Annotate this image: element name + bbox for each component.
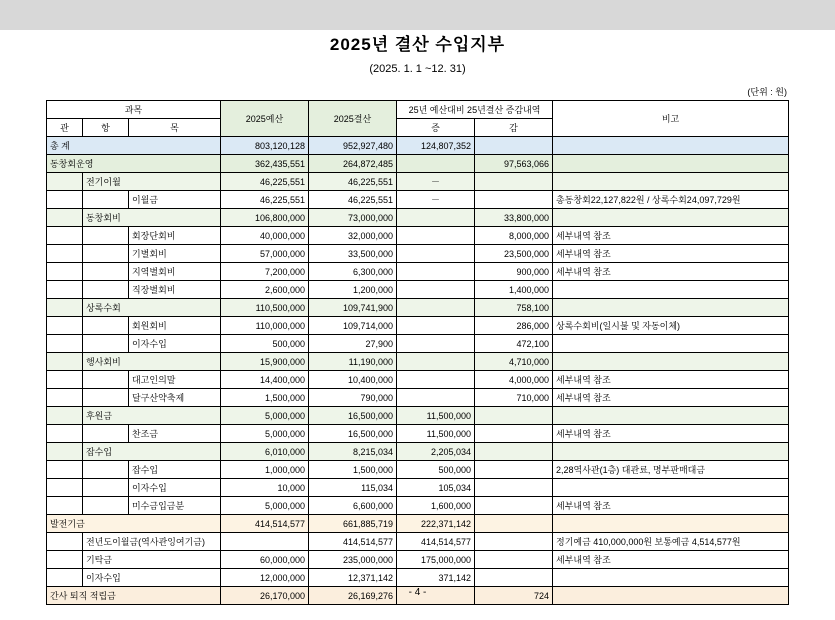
cell-settlement: 26,169,276 <box>309 587 397 605</box>
cell-note: 세부내역 참조 <box>553 551 789 569</box>
header-mok: 목 <box>128 119 220 137</box>
cell-settlement: 115,034 <box>309 479 397 497</box>
cell-dec <box>475 407 553 425</box>
cell-note <box>553 281 789 299</box>
cell-gwan <box>46 227 82 245</box>
cell-hang <box>82 317 128 335</box>
cell-note <box>553 299 789 317</box>
cell-budget: 110,000,000 <box>221 317 309 335</box>
cell-inc <box>397 353 475 371</box>
cell-inc <box>397 335 475 353</box>
cell-note: 세부내역 참조 <box>553 425 789 443</box>
cell-settlement: 16,500,000 <box>309 407 397 425</box>
cell-gwan <box>46 497 82 515</box>
cell-budget: 414,514,577 <box>221 515 309 533</box>
cell-inc: 414,514,577 <box>397 533 475 551</box>
cell-hang <box>82 245 128 263</box>
cell-hang: 상록수회 <box>82 299 220 317</box>
cell-settlement: 6,600,000 <box>309 497 397 515</box>
cell-hang <box>82 497 128 515</box>
table-row <box>46 407 788 425</box>
cell-gwan <box>46 263 82 281</box>
cell-note <box>553 173 789 191</box>
cell-dec <box>475 191 553 209</box>
cell-dec: 758,100 <box>475 299 553 317</box>
cell-inc: 2,205,034 <box>397 443 475 461</box>
cell-mok: 이자수입 <box>128 479 220 497</box>
table-row <box>46 281 788 299</box>
cell-settlement: 952,927,480 <box>309 137 397 155</box>
table-row <box>46 155 788 173</box>
cell-hang <box>82 371 128 389</box>
cell-dec <box>475 515 553 533</box>
cell-gwan <box>46 461 82 479</box>
table-row <box>46 551 788 569</box>
cell-budget: 15,900,000 <box>221 353 309 371</box>
cell-mok: 달구산약축제 <box>128 389 220 407</box>
cell-budget: 26,170,000 <box>221 587 309 605</box>
cell-note <box>553 515 789 533</box>
cell-inc: － <box>397 191 475 209</box>
cell-settlement: 414,514,577 <box>309 533 397 551</box>
table-row <box>46 227 788 245</box>
header-subject-group: 과목 <box>46 101 220 119</box>
cell-dec <box>475 479 553 497</box>
cell-gwan: 총 계 <box>46 137 220 155</box>
cell-inc: 105,034 <box>397 479 475 497</box>
cell-hang: 행사회비 <box>82 353 220 371</box>
cell-hang <box>82 461 128 479</box>
cell-note <box>553 479 789 497</box>
cell-mok: 기별회비 <box>128 245 220 263</box>
cell-inc: 11,500,000 <box>397 425 475 443</box>
cell-budget: 10,000 <box>221 479 309 497</box>
cell-note <box>553 353 789 371</box>
cell-budget: 57,000,000 <box>221 245 309 263</box>
cell-mok: 대고인의말 <box>128 371 220 389</box>
cell-dec <box>475 551 553 569</box>
cell-note: 세부내역 참조 <box>553 497 789 515</box>
cell-note: 2,28역사관(1층) 대관료, 명부판매대금 <box>553 461 789 479</box>
cell-inc <box>397 389 475 407</box>
cell-settlement: 1,200,000 <box>309 281 397 299</box>
table-row <box>46 299 788 317</box>
cell-settlement: 46,225,551 <box>309 173 397 191</box>
cell-settlement: 8,215,034 <box>309 443 397 461</box>
cell-gwan <box>46 245 82 263</box>
cell-gwan <box>46 407 82 425</box>
cell-mok: 직장별회비 <box>128 281 220 299</box>
cell-note: 세부내역 참조 <box>553 263 789 281</box>
cell-settlement: 11,190,000 <box>309 353 397 371</box>
table-row <box>46 335 788 353</box>
header-increase: 증 <box>397 119 475 137</box>
cell-hang <box>82 281 128 299</box>
cell-note: 세부내역 참조 <box>553 371 789 389</box>
cell-dec <box>475 173 553 191</box>
cell-budget: 5,000,000 <box>221 425 309 443</box>
header-hang: 항 <box>82 119 128 137</box>
cell-hang <box>82 227 128 245</box>
header-change-group: 25년 예산대비 25년결산 증감내역 <box>397 101 553 119</box>
cell-gwan <box>46 389 82 407</box>
cell-inc <box>397 317 475 335</box>
cell-settlement: 32,000,000 <box>309 227 397 245</box>
cell-hang <box>82 263 128 281</box>
cell-inc <box>397 227 475 245</box>
cell-mok: 이자수입 <box>128 335 220 353</box>
cell-note <box>553 335 789 353</box>
cell-dec <box>475 137 553 155</box>
cell-dec: 900,000 <box>475 263 553 281</box>
table-row <box>46 533 788 551</box>
cell-note <box>553 569 789 587</box>
cell-inc: － <box>397 173 475 191</box>
table-row <box>46 317 788 335</box>
cell-budget: 803,120,128 <box>221 137 309 155</box>
cell-note <box>553 209 789 227</box>
cell-hang <box>82 479 128 497</box>
table-row <box>46 479 788 497</box>
cell-gwan <box>46 569 82 587</box>
cell-dec: 33,800,000 <box>475 209 553 227</box>
cell-inc: 371,142 <box>397 569 475 587</box>
cell-note: 세부내역 참조 <box>553 389 789 407</box>
cell-hang: 전년도이월금(역사관잉여기금) <box>82 533 220 551</box>
table-row <box>46 191 788 209</box>
cell-note <box>553 155 789 173</box>
cell-budget: 12,000,000 <box>221 569 309 587</box>
cell-budget: 500,000 <box>221 335 309 353</box>
cell-budget: 46,225,551 <box>221 191 309 209</box>
settlement-table <box>46 100 789 605</box>
table-row <box>46 497 788 515</box>
header-note: 비고 <box>553 101 789 137</box>
cell-inc: 11,500,000 <box>397 407 475 425</box>
cell-inc: 124,807,352 <box>397 137 475 155</box>
cell-note: 세부내역 참조 <box>553 227 789 245</box>
header-gwan: 관 <box>46 119 82 137</box>
table-row <box>46 209 788 227</box>
cell-settlement: 27,900 <box>309 335 397 353</box>
cell-mok: 잡수입 <box>128 461 220 479</box>
cell-settlement: 235,000,000 <box>309 551 397 569</box>
cell-mok: 이월금 <box>128 191 220 209</box>
cell-gwan <box>46 281 82 299</box>
cell-hang <box>82 425 128 443</box>
page-number: - 4 - <box>408 587 427 598</box>
cell-budget: 362,435,551 <box>221 155 309 173</box>
cell-settlement: 1,500,000 <box>309 461 397 479</box>
cell-inc <box>397 263 475 281</box>
cell-mok: 회원회비 <box>128 317 220 335</box>
unit-note: (단위 : 원) <box>747 87 787 97</box>
cell-note: 정기예금 410,000,000원 보통예금 4,514,577원 <box>553 533 789 551</box>
cell-hang: 동창회비 <box>82 209 220 227</box>
cell-settlement: 12,371,142 <box>309 569 397 587</box>
cell-inc <box>397 155 475 173</box>
table-row <box>46 245 788 263</box>
cell-settlement: 109,714,000 <box>309 317 397 335</box>
cell-settlement: 33,500,000 <box>309 245 397 263</box>
cell-dec <box>475 497 553 515</box>
cell-hang: 전기이월 <box>82 173 220 191</box>
table-row <box>46 443 788 461</box>
table-row <box>46 173 788 191</box>
table-row <box>46 263 788 281</box>
cell-inc: 500,000 <box>397 461 475 479</box>
cell-gwan <box>46 479 82 497</box>
table-row <box>46 353 788 371</box>
cell-dec: 23,500,000 <box>475 245 553 263</box>
cell-gwan <box>46 317 82 335</box>
cell-budget: 5,000,000 <box>221 407 309 425</box>
header-decrease: 감 <box>475 119 553 137</box>
cell-budget: 110,500,000 <box>221 299 309 317</box>
cell-mok: 미수금입금분 <box>128 497 220 515</box>
cell-hang <box>82 191 128 209</box>
cell-settlement: 46,225,551 <box>309 191 397 209</box>
cell-gwan <box>46 551 82 569</box>
cell-dec <box>475 461 553 479</box>
cell-dec: 4,710,000 <box>475 353 553 371</box>
cell-gwan <box>46 173 82 191</box>
cell-mok: 지역별회비 <box>128 263 220 281</box>
document-page <box>0 30 835 620</box>
cell-budget: 7,200,000 <box>221 263 309 281</box>
cell-settlement: 109,741,900 <box>309 299 397 317</box>
cell-gwan <box>46 299 82 317</box>
cell-budget: 1,000,000 <box>221 461 309 479</box>
cell-budget: 6,010,000 <box>221 443 309 461</box>
cell-budget: 14,400,000 <box>221 371 309 389</box>
cell-gwan <box>46 209 82 227</box>
cell-budget: 106,800,000 <box>221 209 309 227</box>
cell-hang <box>82 335 128 353</box>
cell-inc <box>397 245 475 263</box>
page-subtitle: (2025. 1. 1 ~12. 31) <box>369 63 466 75</box>
cell-dec: 8,000,000 <box>475 227 553 245</box>
table-body <box>46 137 788 605</box>
table-row <box>46 461 788 479</box>
cell-gwan <box>46 371 82 389</box>
table-header-row-1 <box>46 101 788 119</box>
cell-note <box>553 407 789 425</box>
cell-inc <box>397 299 475 317</box>
cell-dec: 97,563,066 <box>475 155 553 173</box>
cell-dec: 1,400,000 <box>475 281 553 299</box>
cell-gwan <box>46 533 82 551</box>
page-title: 2025년 결산 수입지부 <box>329 35 506 54</box>
cell-hang: 이자수입 <box>82 569 220 587</box>
cell-inc: 1,600,000 <box>397 497 475 515</box>
header-budget: 2025예산 <box>221 101 309 137</box>
cell-budget: 40,000,000 <box>221 227 309 245</box>
cell-dec <box>475 569 553 587</box>
cell-budget: 5,000,000 <box>221 497 309 515</box>
cell-gwan <box>46 353 82 371</box>
cell-settlement: 790,000 <box>309 389 397 407</box>
cell-settlement: 10,400,000 <box>309 371 397 389</box>
table-row <box>46 425 788 443</box>
table-row <box>46 137 788 155</box>
cell-settlement: 73,000,000 <box>309 209 397 227</box>
cell-dec: 4,000,000 <box>475 371 553 389</box>
cell-dec <box>475 425 553 443</box>
cell-dec: 710,000 <box>475 389 553 407</box>
cell-hang: 기탁금 <box>82 551 220 569</box>
cell-gwan: 간사 퇴직 적립금 <box>46 587 220 605</box>
table-row <box>46 371 788 389</box>
cell-settlement: 264,872,485 <box>309 155 397 173</box>
cell-dec: 724 <box>475 587 553 605</box>
cell-gwan <box>46 335 82 353</box>
cell-note: 상록수회비(일시불 및 자동이체) <box>553 317 789 335</box>
cell-mok: 찬조금 <box>128 425 220 443</box>
cell-dec <box>475 443 553 461</box>
cell-budget: 60,000,000 <box>221 551 309 569</box>
cell-dec <box>475 533 553 551</box>
cell-budget <box>221 533 309 551</box>
cell-mok: 회장단회비 <box>128 227 220 245</box>
cell-gwan: 발전기금 <box>46 515 220 533</box>
cell-budget: 2,600,000 <box>221 281 309 299</box>
cell-hang <box>82 389 128 407</box>
cell-budget: 1,500,000 <box>221 389 309 407</box>
cell-dec: 286,000 <box>475 317 553 335</box>
cell-inc: 222,371,142 <box>397 515 475 533</box>
cell-inc <box>397 371 475 389</box>
cell-budget: 46,225,551 <box>221 173 309 191</box>
cell-note <box>553 443 789 461</box>
cell-note: 총동창회22,127,822원 / 상록수회24,097,729원 <box>553 191 789 209</box>
cell-inc <box>397 209 475 227</box>
cell-note: 세부내역 참조 <box>553 245 789 263</box>
cell-settlement: 661,885,719 <box>309 515 397 533</box>
cell-gwan <box>46 425 82 443</box>
cell-settlement: 16,500,000 <box>309 425 397 443</box>
cell-gwan: 동창회운영 <box>46 155 220 173</box>
cell-inc: 175,000,000 <box>397 551 475 569</box>
table-row <box>46 569 788 587</box>
cell-dec: 472,100 <box>475 335 553 353</box>
cell-gwan <box>46 443 82 461</box>
table-row <box>46 389 788 407</box>
table-row <box>46 515 788 533</box>
cell-inc <box>397 281 475 299</box>
cell-hang: 후원금 <box>82 407 220 425</box>
cell-gwan <box>46 191 82 209</box>
cell-hang: 잡수입 <box>82 443 220 461</box>
cell-settlement: 6,300,000 <box>309 263 397 281</box>
cell-note <box>553 137 789 155</box>
header-settlement: 2025결산 <box>309 101 397 137</box>
